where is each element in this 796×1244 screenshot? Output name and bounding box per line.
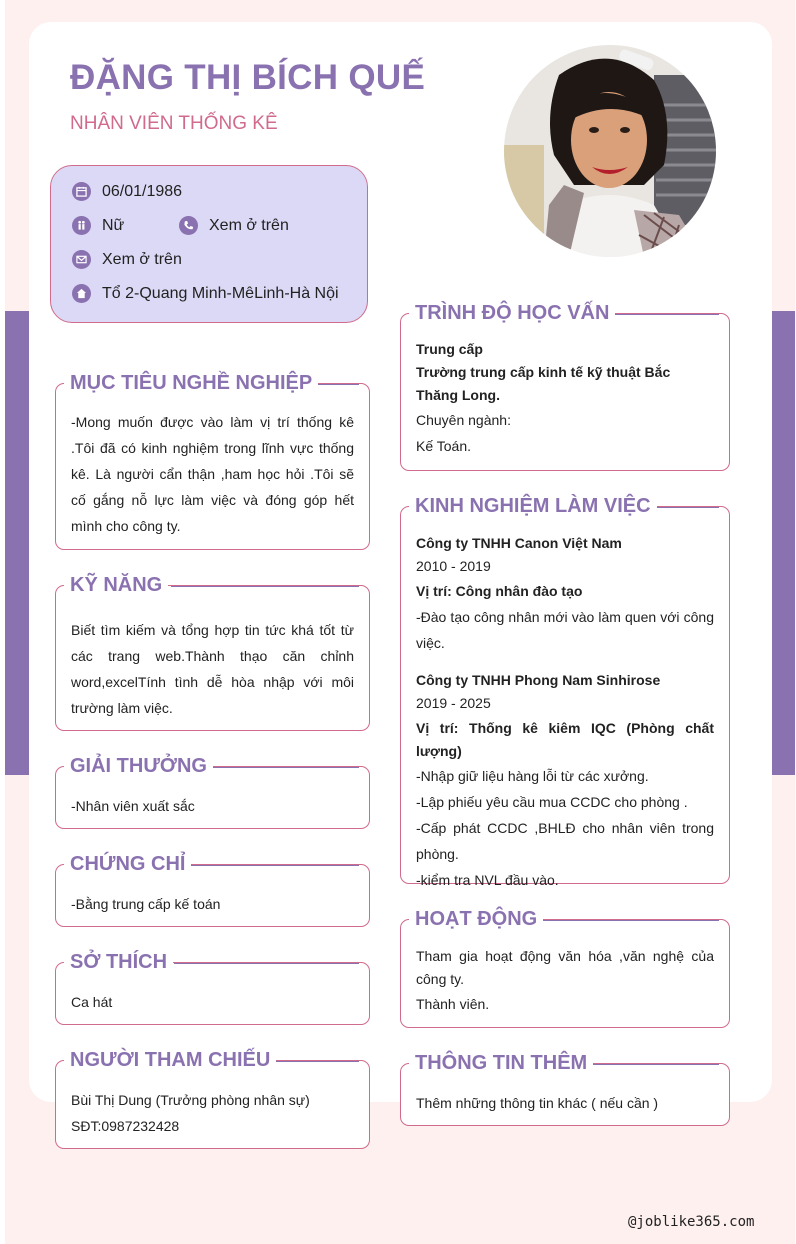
calendar-icon: [72, 182, 91, 201]
experience-title: KINH NGHIỆM LÀM VIỆC: [409, 493, 657, 519]
address-row: [72, 284, 339, 303]
email-row: [72, 250, 182, 269]
activities-title: HOẠT ĐỘNG: [409, 906, 543, 932]
job-duty: -Cấp phát CCDC ,BHLĐ cho nhân viên trong phòng.: [416, 820, 714, 862]
awards-title: GIẢI THƯỞNG: [64, 753, 213, 779]
education-body: [416, 338, 714, 458]
education-major: Kế Toán.: [416, 438, 472, 454]
home-icon: [72, 284, 91, 303]
section-divider: [271, 1061, 359, 1062]
references-body: [71, 1087, 354, 1139]
contact-info-box: [50, 165, 368, 323]
phone-value[interactable]: Xem ở trên: [209, 216, 289, 234]
candidate-name: ĐẶNG THỊ BÍCH QUẾ: [70, 58, 426, 97]
reference-name: Bùi Thị Dung (Trưởng phòng nhân sự): [71, 1092, 310, 1108]
address-value: Tổ 2-Quang Minh-MêLinh-Hà Nội: [102, 284, 339, 302]
hobbies-title: SỞ THÍCH: [64, 949, 173, 975]
section-divider: [651, 507, 719, 508]
job-company: Công ty TNHH Phong Nam Sinhirose: [416, 672, 661, 688]
left-accent-band: [5, 311, 31, 775]
activities-body: [416, 945, 714, 1016]
more-info-title: THÔNG TIN THÊM: [409, 1050, 593, 1076]
job-position: Vị trí: Công nhân đào tạo: [416, 583, 583, 599]
education-section: [400, 302, 730, 471]
more-info-section: [400, 1052, 730, 1126]
job-period: 2019 - 2025: [416, 695, 491, 711]
objective-title: MỤC TIÊU NGHỀ NGHIỆP: [64, 370, 318, 396]
skills-section: [55, 574, 370, 731]
candidate-job-title: NHÂN VIÊN THỐNG KÊ: [70, 113, 278, 134]
certificates-text: -Bằng trung cấp kế toán: [71, 896, 221, 912]
email-value[interactable]: Xem ở trên: [102, 250, 182, 268]
education-title: TRÌNH ĐỘ HỌC VẤN: [409, 300, 615, 326]
certificates-section: [55, 853, 370, 927]
skills-text: Biết tìm kiếm và tổng hợp tin tức khá tốt từ các trang web.Thành thạo căn chỉnh word,excelTính tình dễ hòa nhập với môi trường làm việc.: [71, 622, 354, 716]
job-duty: -Nhập giữ liệu hàng lỗi từ các xưởng.: [416, 768, 649, 784]
activity-role: Thành viên.: [416, 996, 490, 1012]
section-divider: [171, 586, 359, 587]
hobbies-text: Ca hát: [71, 994, 113, 1010]
references-section: [55, 1049, 370, 1149]
birthday-value: 06/01/1986: [102, 182, 183, 200]
objective-text: -Mong muốn được vào làm vị trí thống kê .Tôi đã có kinh nghiệm trong lĩnh vực thống kê. Là người cẩn thận ,ham học hỏi .Tôi sẽ cố gắng nỗ lực làm việc và đóng góp hết mình cho công ty.: [71, 414, 354, 534]
section-divider: [541, 920, 719, 921]
section-divider: [174, 963, 359, 964]
footer-watermark: @joblike365.com: [628, 1214, 755, 1230]
skills-title: KỸ NĂNG: [64, 572, 168, 598]
gender-value: Nữ: [102, 216, 125, 234]
awards-section: [55, 755, 370, 829]
activity-text: Tham gia hoạt động văn hóa ,văn nghệ của công ty.: [416, 948, 714, 987]
references-title: NGƯỜI THAM CHIẾU: [64, 1047, 276, 1073]
education-level: Trung cấp: [416, 341, 483, 357]
awards-text: -Nhân viên xuất sắc: [71, 798, 195, 814]
job-company: Công ty TNHH Canon Việt Nam: [416, 535, 622, 551]
profile-photo: [504, 45, 716, 257]
section-divider: [613, 314, 719, 315]
job-duty: -Đào tạo công nhân mới vào làm quen với công việc.: [416, 609, 714, 651]
job-period: 2010 - 2019: [416, 558, 491, 574]
job-position: Vị trí: Thống kê kiêm IQC (Phòng chất lượng): [416, 720, 714, 759]
experience-body: [416, 532, 714, 893]
hobbies-section: [55, 951, 370, 1025]
education-school: Trường trung cấp kinh tế kỹ thuật Bắc Thăng Long.: [416, 364, 671, 403]
section-divider: [586, 1064, 719, 1065]
mail-icon: [72, 250, 91, 269]
education-major-label: Chuyên ngành:: [416, 412, 511, 428]
job-duty: -Lập phiếu yêu cầu mua CCDC cho phòng .: [416, 794, 688, 810]
experience-section: [400, 495, 730, 888]
more-info-text: Thêm những thông tin khác ( nếu cần ): [416, 1095, 659, 1111]
phone-row: [179, 216, 289, 235]
birthday-row: [72, 182, 182, 201]
reference-phone: SĐT:0987232428: [71, 1118, 180, 1134]
objective-section: [55, 372, 370, 550]
certificates-title: CHỨNG CHỈ: [64, 851, 191, 877]
gender-row: [72, 216, 124, 235]
activities-section: [400, 908, 730, 1028]
gender-icon: [72, 216, 91, 235]
job-duty: -kiểm tra NVL đầu vào.: [416, 872, 559, 888]
section-divider: [191, 865, 359, 866]
right-accent-band: [772, 311, 795, 775]
section-divider: [211, 767, 359, 768]
phone-icon: [179, 216, 198, 235]
